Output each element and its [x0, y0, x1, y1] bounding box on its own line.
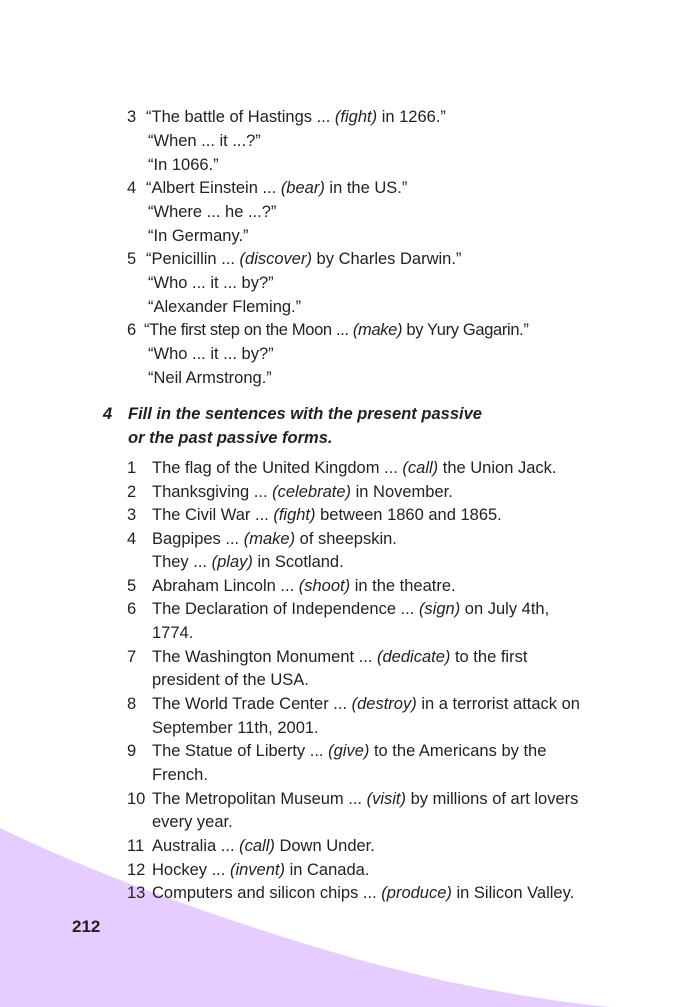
- verb-hint: (play): [211, 553, 253, 571]
- verb-hint: (dedicate): [377, 648, 451, 666]
- exercise-instruction-line: or the past passive forms.: [128, 429, 333, 447]
- item-number: 5: [127, 250, 137, 268]
- item-line: “Albert Einstein ... (bear) in the US.”: [146, 179, 408, 197]
- item-line: September 11th, 2001.: [152, 719, 319, 737]
- item-number: 5: [127, 577, 137, 595]
- item-number: 13: [127, 884, 146, 902]
- item-line: every year.: [152, 813, 233, 831]
- item-number: 4: [127, 179, 137, 197]
- item-number: 1: [127, 459, 137, 477]
- verb-hint: (produce): [381, 884, 452, 902]
- verb-hint: (bear): [280, 179, 325, 197]
- verb-hint: (shoot): [298, 577, 351, 595]
- verb-hint: (visit): [366, 790, 406, 808]
- item-line: Thanksgiving ... (celebrate) in November.: [152, 483, 453, 501]
- item-line: “Who ... it ... by?”: [148, 345, 274, 363]
- item-line: They ... (play) in Scotland.: [152, 553, 344, 571]
- verb-hint: (fight): [334, 108, 378, 126]
- item-line: French.: [152, 766, 208, 784]
- item-line: “In Germany.”: [148, 227, 249, 245]
- exercise-instruction-line: Fill in the sentences with the present passive: [128, 405, 482, 423]
- item-line: Bagpipes ... (make) of sheepskin.: [152, 530, 397, 548]
- item-number: 9: [127, 742, 137, 760]
- item-number: 6: [127, 600, 137, 618]
- verb-hint: (give): [328, 742, 370, 760]
- item-line: The Metropolitan Museum ... (visit) by millions of art lovers: [152, 790, 579, 808]
- item-line: 1774.: [152, 624, 194, 642]
- item-line: The flag of the United Kingdom ... (call) the Union Jack.: [152, 459, 557, 477]
- item-number: 3: [127, 506, 137, 524]
- item-number: 2: [127, 483, 137, 501]
- verb-hint: (sign): [418, 600, 461, 618]
- item-number: 11: [127, 837, 145, 855]
- item-line: “In 1066.”: [148, 156, 219, 174]
- verb-hint: (invent): [229, 861, 285, 879]
- item-line: “The first step on the Moon ... (make) by Yury Gagarin.”: [144, 321, 529, 339]
- item-number: 12: [127, 861, 146, 879]
- item-line: “The battle of Hastings ... (fight) in 1266.”: [146, 108, 446, 126]
- item-line: Abraham Lincoln ... (shoot) in the theatre.: [152, 577, 456, 595]
- item-number: 4: [127, 530, 137, 548]
- verb-hint: (call): [402, 459, 439, 477]
- exercise-number: 4: [103, 405, 113, 423]
- verb-hint: (make): [352, 321, 403, 339]
- item-number: 3: [127, 108, 137, 126]
- verb-hint: (celebrate): [272, 483, 352, 501]
- item-line: The Declaration of Independence ... (sign) on July 4th,: [152, 600, 550, 618]
- item-line: The Washington Monument ... (dedicate) to the first: [152, 648, 528, 666]
- verb-hint: (make): [243, 530, 296, 548]
- item-line: “Who ... it ... by?”: [148, 274, 274, 292]
- item-line: Hockey ... (invent) in Canada.: [152, 861, 370, 879]
- item-number: 7: [127, 648, 137, 666]
- verb-hint: (call): [239, 837, 275, 855]
- item-number: 6: [127, 321, 137, 339]
- item-number: 10: [127, 790, 146, 808]
- item-line: president of the USA.: [152, 671, 309, 689]
- verb-hint: (destroy): [351, 695, 417, 713]
- page-number: 212: [72, 917, 101, 936]
- item-line: The World Trade Center ... (destroy) in a terrorist attack on: [152, 695, 580, 713]
- verb-hint: (discover): [239, 250, 312, 268]
- item-line: The Statue of Liberty ... (give) to the Americans by the: [152, 742, 547, 760]
- item-line: “Neil Armstrong.”: [148, 369, 272, 387]
- item-number: 8: [127, 695, 137, 713]
- item-line: “Where ... he ...?”: [148, 203, 277, 221]
- item-line: “Penicillin ... (discover) by Charles Darwin.”: [146, 250, 462, 268]
- item-line: Computers and silicon chips ... (produce) in Silicon Valley.: [152, 884, 575, 902]
- item-line: Australia ... (call) Down Under.: [152, 837, 375, 855]
- item-line: The Civil War ... (fight) between 1860 and 1865.: [152, 506, 502, 524]
- item-line: “Alexander Fleming.”: [148, 298, 302, 316]
- verb-hint: (fight): [273, 506, 316, 524]
- item-line: “When ... it ...?”: [148, 132, 261, 150]
